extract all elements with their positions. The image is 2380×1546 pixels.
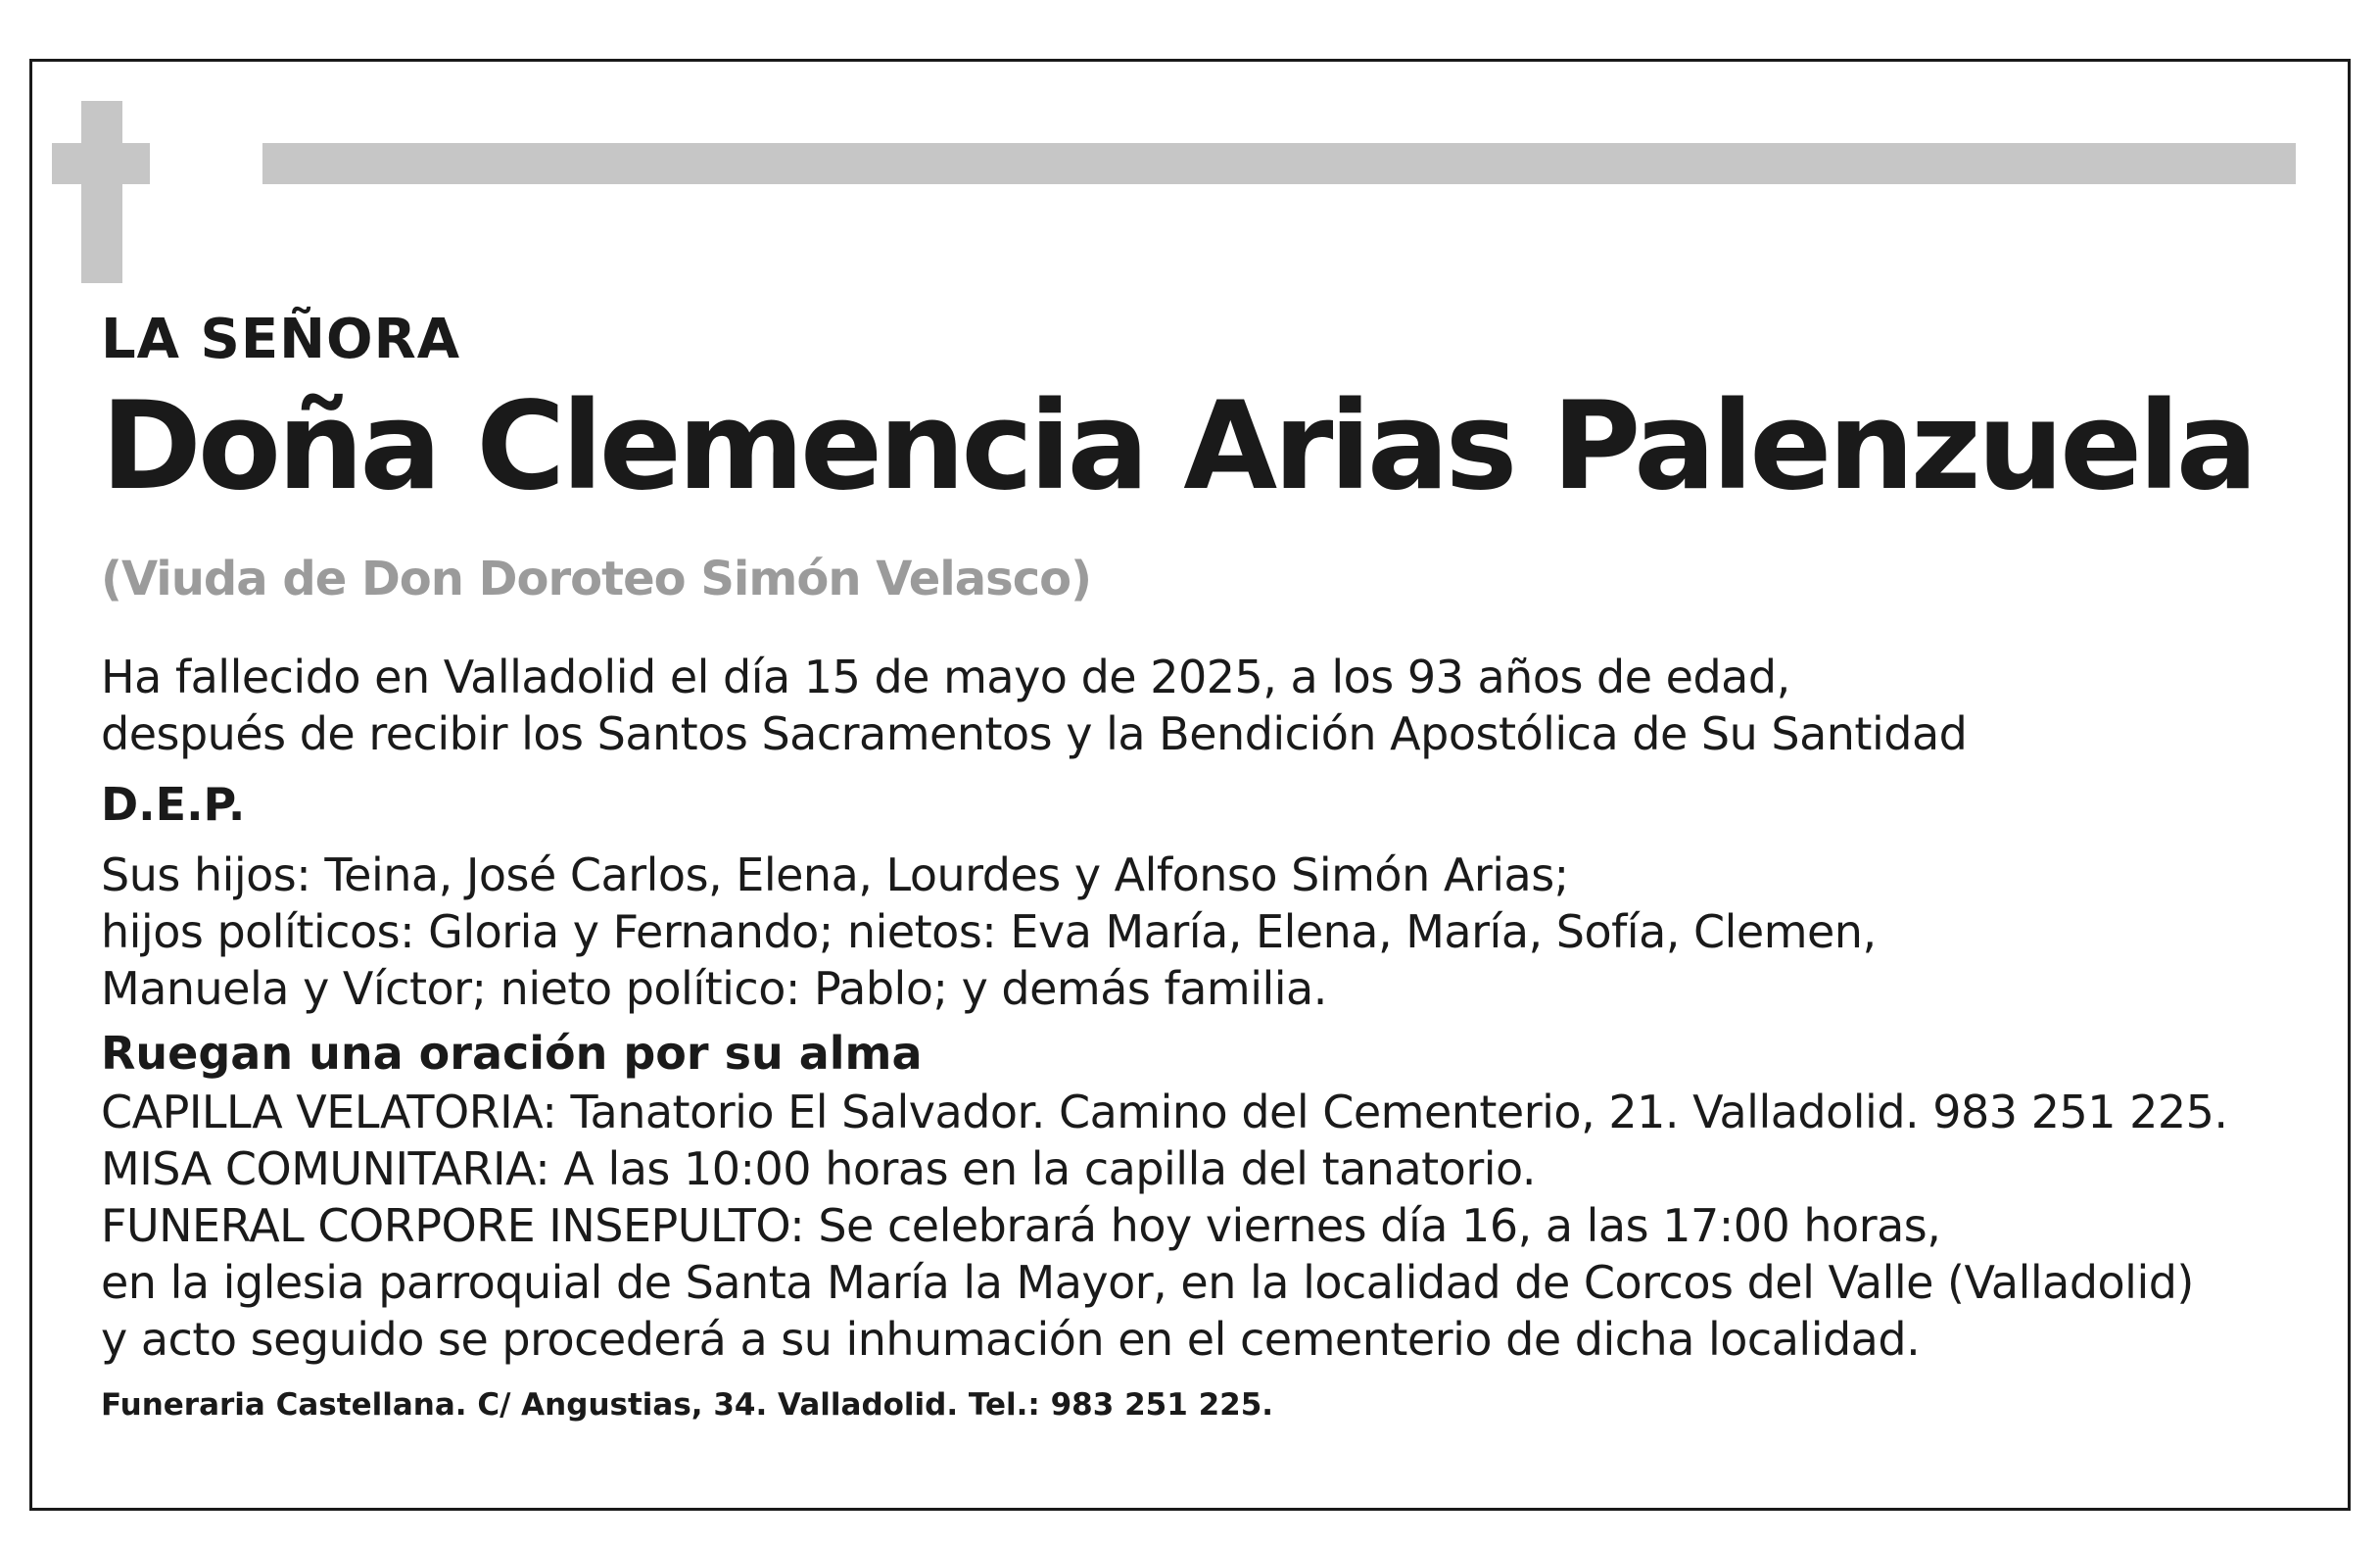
service-line: FUNERAL CORPORE INSEPULTO: Se celebrará hoy viernes día 16, a las 17:00 horas, — [101, 1199, 1941, 1253]
death-announcement — [101, 649, 2314, 762]
service-line: en la iglesia parroquial de Santa María la Mayor, en la localidad de Corcos del Valle (Valladolid) — [101, 1256, 2194, 1310]
latin-cross-icon — [81, 101, 122, 283]
death-line: después de recibir los Santos Sacramentos y la Bendición Apostólica de Su Santidad — [101, 707, 1968, 761]
rip-label: D.E.P. — [101, 778, 246, 832]
family-line: Sus hijos: Teina, José Carlos, Elena, Lourdes y Alfonso Simón Arias; — [101, 848, 1569, 902]
family-line: hijos políticos: Gloria y Fernando; nietos: Eva María, Elena, María, Sofía, Clemen, — [101, 905, 1877, 959]
service-details — [101, 1084, 2314, 1368]
honorific-prefix: LA SEÑORA — [101, 308, 461, 371]
service-line: y acto seguido se procederá a su inhumación en el cementerio de dicha localidad. — [101, 1313, 1921, 1367]
family-list — [101, 846, 2314, 1017]
widow-of: (Viuda de Don Doroteo Simón Velasco) — [101, 551, 1092, 606]
obituary-notice — [29, 59, 2351, 1511]
service-line: MISA COMUNITARIA: A las 10:00 horas en la capilla del tanatorio. — [101, 1142, 1536, 1196]
family-line: Manuela y Víctor; nieto político: Pablo; y demás familia. — [101, 962, 1327, 1016]
prayer-request: Ruegan una oración por su alma — [101, 1027, 923, 1081]
service-line: CAPILLA VELATORIA: Tanatorio El Salvador. Camino del Cementerio, 21. Valladolid. 983 251 225. — [101, 1086, 2228, 1139]
deceased-name: Doña Clemencia Arias Palenzuela — [101, 376, 2255, 518]
latin-cross-icon-arm — [52, 143, 150, 184]
notice-content — [101, 307, 2314, 1425]
header-bar — [262, 143, 2296, 184]
funeral-home-footer: Funeraria Castellana. C/ Angustias, 34. Valladolid. Tel.: 983 251 225. — [101, 1387, 1274, 1424]
death-line: Ha fallecido en Valladolid el día 15 de mayo de 2025, a los 93 años de edad, — [101, 651, 1790, 704]
